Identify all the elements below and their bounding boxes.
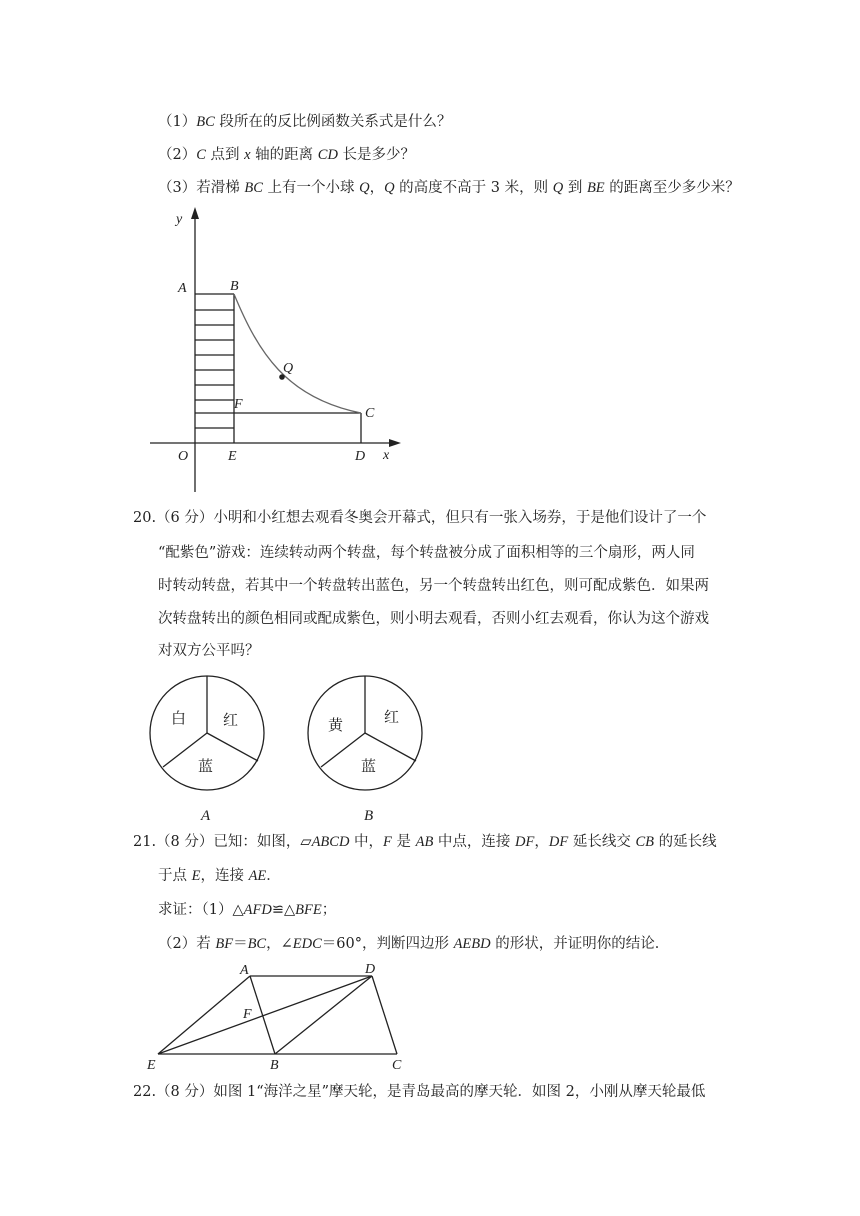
label-y: y [176,212,183,227]
label-e: E [228,449,237,464]
q21-line3: 求证：（1）△AFD≌△BFE； [158,902,337,918]
label-q: Q [283,361,294,376]
q21-line2: 于点 E，连接 AE． [158,868,281,884]
segment-ae [158,976,250,1054]
q20-line3: 时转动转盘，若其中一个转盘转出蓝色，另一个转盘转出红色，则可配成紫色．如果两 [158,578,709,594]
spinner-a-label: A [201,808,211,824]
spinner-a-sector-red: 红 [223,713,239,729]
label-x: x [383,448,390,463]
label-e2: E [147,1058,156,1073]
label-d: D [355,449,366,464]
label-o: O [178,449,189,464]
q19-sub2: （2）C 点到 x 轴的距离 CD 长是多少？ [158,147,416,163]
label-f: F [234,397,243,412]
label-c2: C [392,1058,402,1073]
label-f2: F [243,1007,252,1022]
label-a: A [178,281,187,296]
q20-line2: “配紫色”游戏：连续转动两个转盘，每个转盘被分成了面积相等的三个扇形，两人同 [158,545,695,561]
spinner-b-sector-blue: 蓝 [361,759,377,775]
spinner-a-sector-blue: 蓝 [198,759,214,775]
q21-line1: 21.（8 分）已知：如图，▱ABCD 中，F 是 AB 中点，连接 DF，DF 延长线交 CB 的延长线 [133,834,717,850]
label-d2: D [365,962,376,977]
q19-sub1: （1）BC 段所在的反比例函数关系式是什么？ [158,114,452,130]
segment-ed [158,976,372,1054]
segment-bd [275,976,372,1054]
spinner-b-sector-yellow: 黄 [328,718,344,734]
q20-line5: 对双方公平吗？ [158,643,260,659]
label-a2: A [240,963,249,978]
q21-line4: （2）若 BF＝BC，∠EDC＝60°，判断四边形 AEBD 的形状，并证明你的结论． [158,936,670,952]
q22-line1: 22.（8 分）如图 1“海洋之星”摩天轮，是青岛最高的摩天轮．如图 2，小刚从摩天轮最低 [133,1084,706,1100]
label-c: C [365,406,375,421]
q20-line1: 20.（6 分）小明和小红想去观看冬奥会开幕式，但只有一张入场券，于是他们设计了一个 [133,510,707,526]
label-b: B [230,279,239,294]
segment-ab [250,976,275,1054]
q20-line4: 次转盘转出的颜色相同或配成紫色，则小明去观看，否则小红去观看，你认为这个游戏 [158,611,709,627]
spinner-a-sector-white: 白 [171,711,187,727]
spinner-b-sector-red: 红 [384,710,400,726]
spinner-b-label: B [364,808,374,824]
q19-sub3: （3）若滑梯 BC 上有一个小球 Q，Q 的高度不高于 3 米，则 Q 到 BE 的距离至少多少米？ [158,180,740,196]
segment-dc [372,976,397,1054]
label-b2: B [270,1058,279,1073]
